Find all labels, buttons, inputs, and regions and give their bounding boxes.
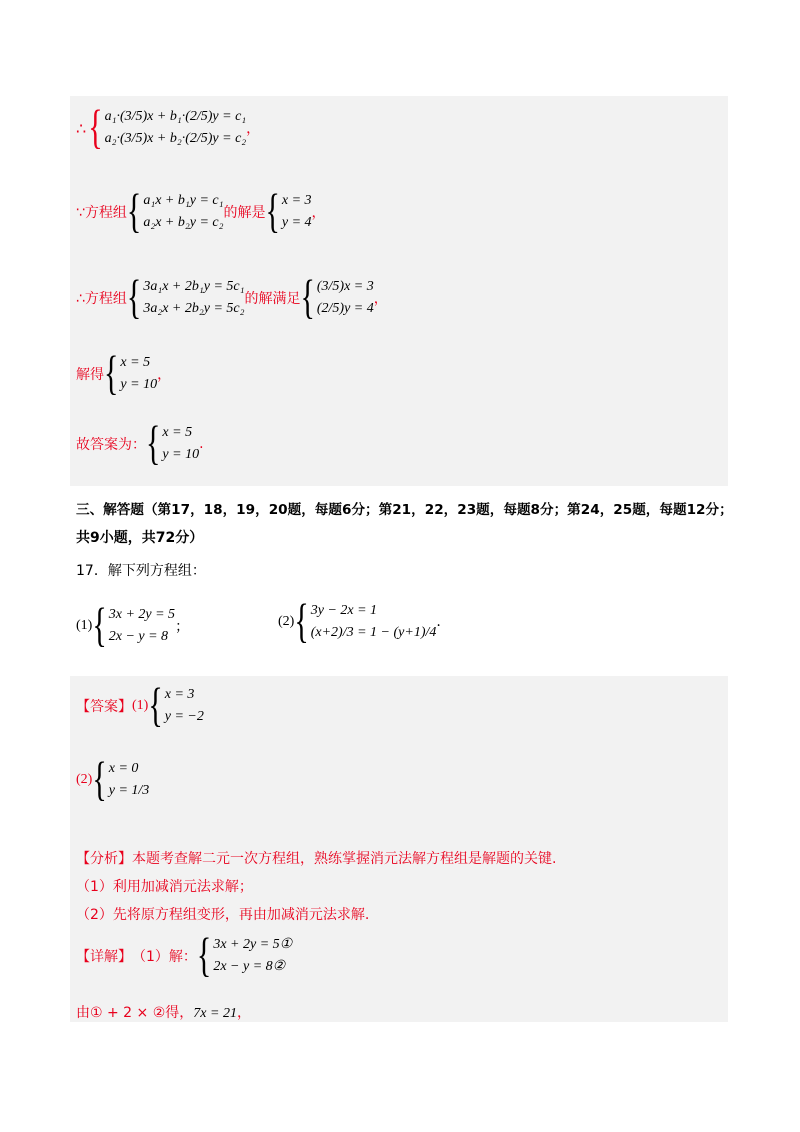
part-label: (1) [132,698,149,713]
section-heading-line-2: 共9小题，共72分） [76,530,204,546]
brace: { [126,270,142,324]
equation-row: y = 10 [162,447,200,462]
comma: ， [373,291,388,307]
detail-line [76,928,293,982]
equation-result: 7x = 21 [193,1006,237,1021]
equation-row: (x+2)/3 = 1 − (y+1)/4 [310,625,437,640]
section-heading-line-1: 三、解答题（第17，18，19，20题，每题6分；第21，22，23题，每题8分；第24，25题，每题12分； [76,502,733,518]
answer-line [76,416,204,470]
brace: { [265,184,280,238]
equation-row: 2x − y = 8 [108,629,169,644]
equation-row: 2x − y = 8② [213,959,286,974]
equation-row: x = 3 [164,687,195,702]
equation-row: y = −2 [164,709,204,724]
brace: { [104,346,119,400]
equation-row: a₂·(3/5)x + b₂·(2/5)y = c₂ [104,131,247,146]
analysis-line [76,848,556,868]
answer-label: 故答案为： [76,437,146,453]
brace: { [294,594,309,648]
answer-tag: 【答案】 [76,699,132,715]
therefore-symbol: ∴ [76,118,87,138]
elimination-line [76,1002,251,1022]
brace: { [196,928,212,982]
question-17-part-1 [76,598,190,652]
satisfies-text: 的解满足 [244,291,301,307]
equation-row: y = 10 [120,377,158,392]
equation-system-1 [76,100,261,154]
equation-row: x = 5 [162,425,193,440]
solution-is-text: 的解是 [223,205,266,221]
period: . [199,436,204,452]
comma: ， [236,1005,251,1021]
solve-line [76,346,172,400]
comma: ， [157,367,172,383]
equation-row: a₂x + b₂y = c₂ [143,215,224,230]
equation-row: 3x + 2y = 5 [108,607,176,622]
comma: ， [246,121,261,137]
equation-row: 3a₁x + 2b₁y = 5c₁ [143,279,245,294]
detail-tag: 【详解】 [76,949,132,965]
answer-part-1 [76,678,204,732]
period: . [436,614,441,630]
because-text: ∵方程组 [76,205,127,221]
part-label: (1) [76,618,93,633]
detail-part: （1）解： [132,949,197,965]
equation-row: a₁x + b₁y = c₁ [143,193,224,208]
analysis-step-1: （1）利用加减消元法求解； [76,879,253,895]
question-17-part-2 [278,594,441,648]
equation-row: (3/5)x = 3 [316,279,374,294]
brace: { [92,752,107,806]
equation-row: x = 5 [120,355,151,370]
part-label: (2) [76,772,93,787]
elimination-text: 由① + 2 × ②得， [76,1005,194,1021]
equation-row: x = 0 [108,761,139,776]
equation-row: 3y − 2x = 1 [310,603,378,618]
question-17-title: 17．解下列方程组： [76,563,206,579]
equation-row: x = 3 [281,193,312,208]
answer-part-2 [76,752,150,806]
brace: { [300,270,315,324]
equation-row: a₁·(3/5)x + b₁·(2/5)y = c₁ [104,109,247,124]
comma: ， [311,205,326,221]
brace: { [92,598,107,652]
therefore-line-1 [76,100,261,154]
equation-row: y = 1/3 [108,783,150,798]
analysis-text: 本题考查解二元一次方程组，熟练掌握消元法解方程组是解题的关键. [132,851,557,867]
therefore-line-2 [76,270,388,324]
equation-row: (2/5)y = 4 [316,301,374,316]
equation-row: y = 4 [281,215,312,230]
analysis-tag: 【分析】 [76,851,132,867]
therefore-text: ∴方程组 [76,291,127,307]
brace: { [148,678,163,732]
solve-label: 解得 [76,367,104,383]
equation-row: 3a₂x + 2b₂y = 5c₂ [143,301,245,316]
equation-row: 3x + 2y = 5① [213,937,293,952]
brace: { [88,100,103,154]
brace: { [126,184,142,238]
brace: { [146,416,161,470]
part-label: (2) [278,614,295,629]
because-line [76,184,326,238]
separator: ； [175,619,190,635]
analysis-step-2: （2）先将原方程组变形，再由加减消元法求解. [76,907,370,923]
